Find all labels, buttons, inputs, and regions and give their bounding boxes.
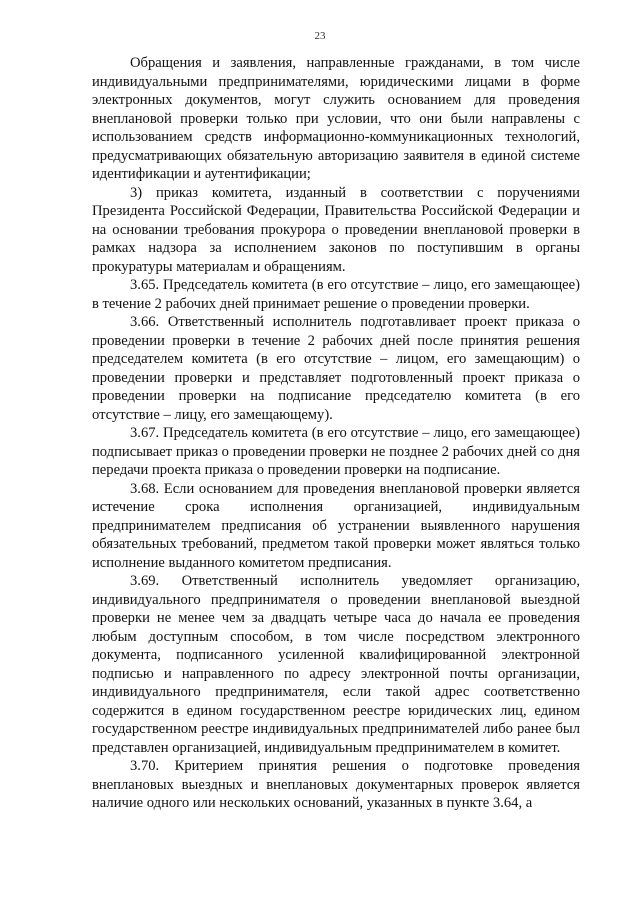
paragraph-3-68: 3.68. Если основанием для проведения внеплановой проверки является истечение срока исполнения организацией, индивидуальным предпринимателем предписания об устранении выявленного нарушения обязательных требований, предметом такой проверки может являться только исполнение выданного комитетом предписания. [92,480,580,571]
paragraph-3-67: 3.67. Председатель комитета (в его отсутствие – лицо, его замещающее) подписывает приказ о проведении проверки не позднее 2 рабочих дней со дня передачи проекта приказа о проведении проверки на подписание. [92,425,580,478]
paragraph-appeals-conditions: Обращения и заявления, направленные гражданами, в том числе индивидуальными предпринимателями, юридическими лицами в форме электронных документов, могут служить основанием для проведения внеплановой проверки только при условии, что они были направлены с использованием средств информационно-коммуникационных технологий, предусматривающих обязательную авторизацию заявителя в единой системе идентификации и аутентификации; [92,55,580,182]
paragraph-3-69: 3.69. Ответственный исполнитель уведомляет организацию, индивидуального предпринимателя о проведении внеплановой выездной проверки не менее чем за двадцать четыре часа до начала ее проведения любым доступным способом, в том числе посредством электронного документа, подписанного усиленной квалифицированной электронной подписью и направленного по адресу электронной почты организации, индивидуального предпринимателя, если такой адрес соответственно содержится в едином государственном реестре юридических лиц, едином государственном реестре индивидуальных предпринимателей либо ранее был представлен организацией, индивидуальным предпринимателем в комитет. [92,573,580,756]
paragraph-3-65: 3.65. Председатель комитета (в его отсутствие – лицо, его замещающее) в течение 2 рабочих дней принимает решение о проведении проверки. [92,277,580,312]
paragraph-3-70: 3.70. Критерием принятия решения о подготовке проведения внеплановых выездных и внеплановых документарных проверок является наличие одного или нескольких оснований, указанных в пункте 3.64, а [92,758,580,811]
document-body [92,54,580,813]
paragraph-item-3-order: 3) приказ комитета, изданный в соответствии с поручениями Президента Российской Федерации, Правительства Российской Федерации и на основании требования прокурора о проведении внеплановой проверки в рамках надзора за исполнением законов по поступившим в органы прокуратуры материалам и обращениям. [92,184,580,275]
page-number: 23 [314,30,326,42]
paragraph-3-66: 3.66. Ответственный исполнитель подготавливает проект приказа о проведении проверки в течение 2 рабочих дней после принятия решения председателем комитета (в его отсутствие – лицом, его замещающим) о проведении проверки и представляет подготовленный проект приказа о проведении проверки на подписание председателю комитета (в его отсутствие – лицу, его замещающему). [92,314,580,423]
